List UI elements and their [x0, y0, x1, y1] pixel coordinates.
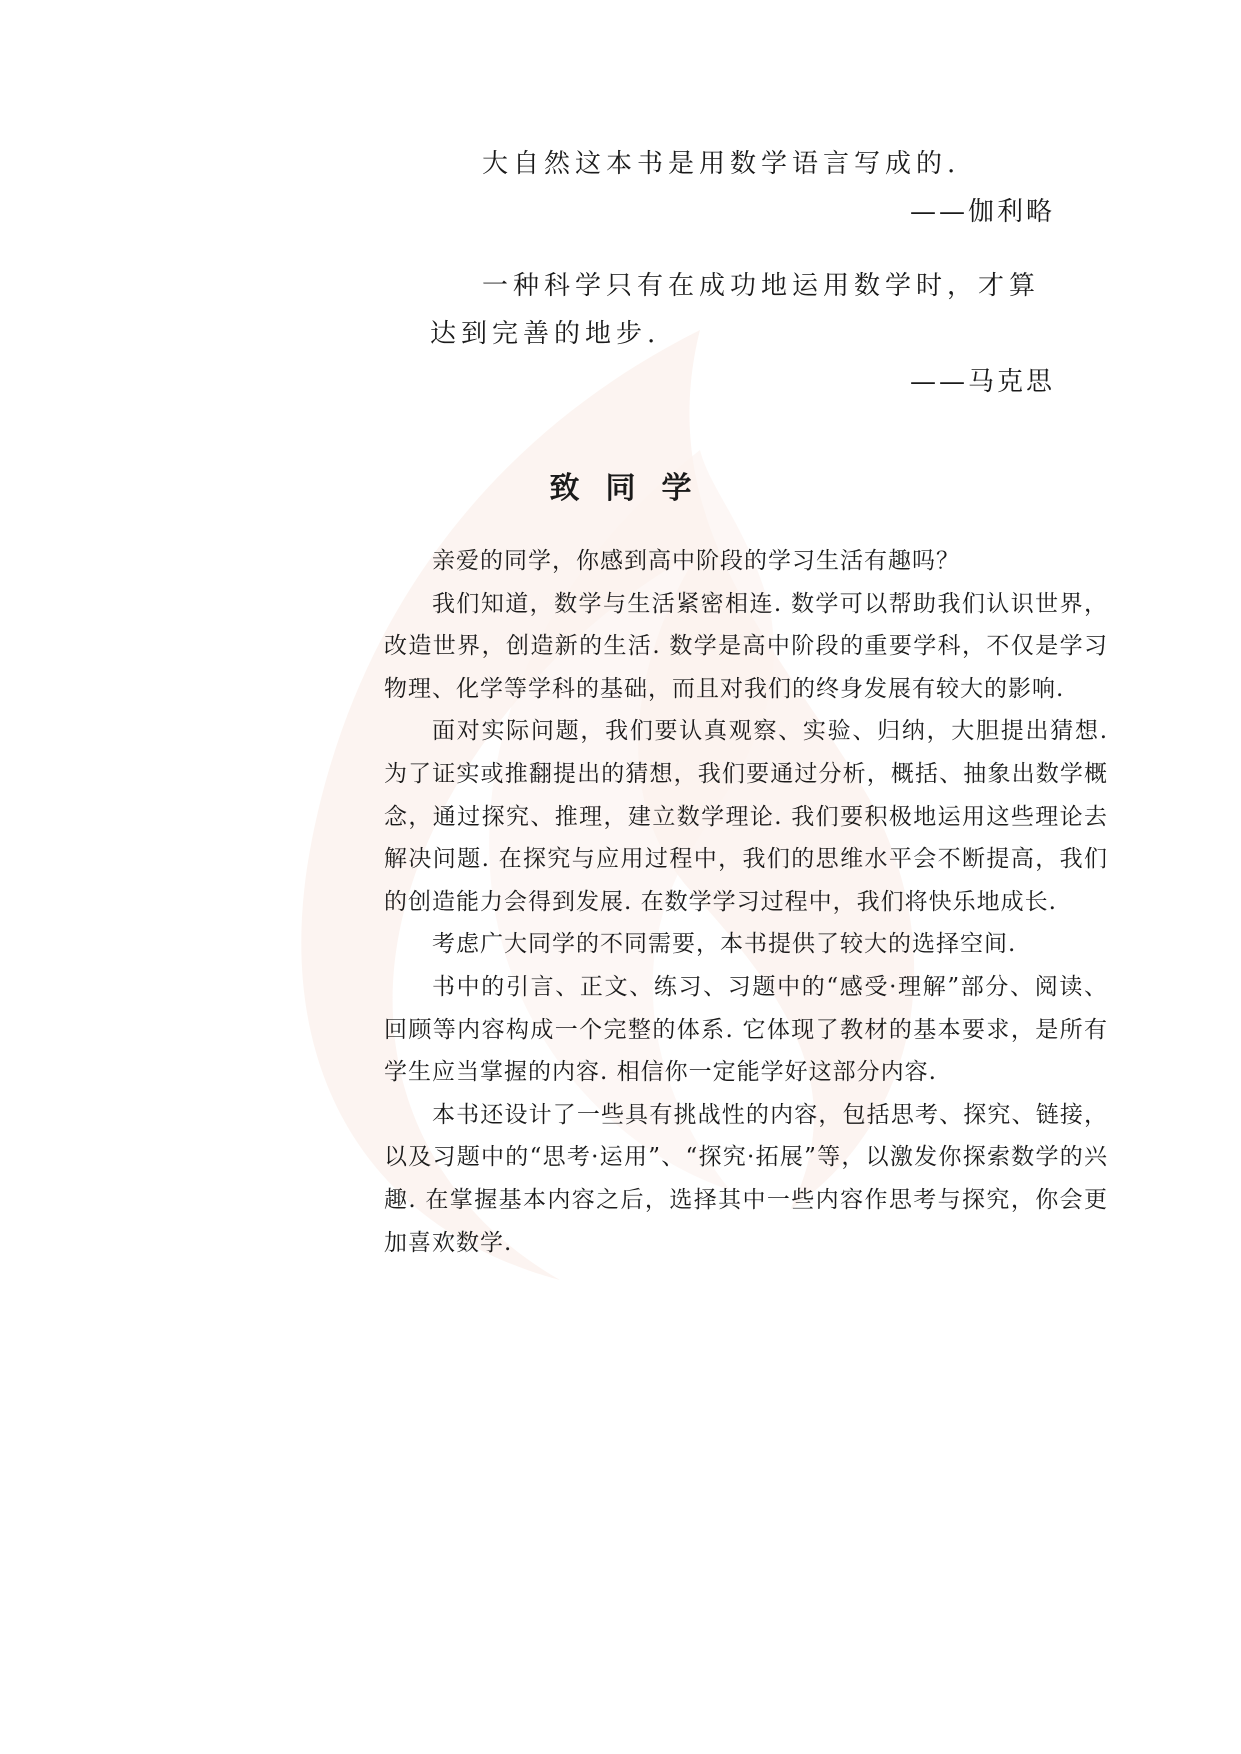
- quote-attribution: ——伽利略: [909, 197, 1055, 227]
- paragraph: 面对实际问题，我们要认真观察、实验、归纳，大胆提出猜想. 为了证实或推翻提出的猜想，我们要通过分析，概括、抽象出数学概念，通过探究、推理，建立数学理论. 我们要积极地运用这些理论去解决问题. 在探究与应用过程中，我们的思维水平会不断提高，我们的创造能力会得到发展. 在数学学习过程中，我们将快乐地成长.: [384, 718, 1108, 915]
- page-title: 致同学: [549, 471, 718, 506]
- quote-text: 一种科学只有在成功地运用数学时，才算达到完善的地步.: [430, 271, 1041, 349]
- epigraph-marx: [430, 262, 1055, 406]
- paragraph: 亲爱的同学，你感到高中阶段的学习生活有趣吗？: [432, 548, 960, 574]
- paragraph: 我们知道，数学与生活紧密相连. 数学可以帮助我们认识世界，改造世界，创造新的生活. 数学是高中阶段的重要学科，不仅是学习物理、化学等学科的基础，而且对我们的终身发展有较大的影响.: [384, 590, 1108, 702]
- epigraph-galileo: [430, 140, 1055, 236]
- quote-attribution: ——马克思: [909, 367, 1055, 397]
- letter-body: [384, 540, 1108, 1264]
- paragraph: 本书还设计了一些具有挑战性的内容，包括思考、探究、链接，以及习题中的“思考·运用”、“探究·拓展”等，以激发你探索数学的兴趣. 在掌握基本内容之后，选择其中一些内容作思考与探究，你会更加喜欢数学.: [384, 1101, 1108, 1256]
- quote-text: 大自然这本书是用数学语言写成的.: [482, 149, 961, 179]
- paragraph: 考虑广大同学的不同需要，本书提供了较大的选择空间.: [432, 931, 1017, 958]
- paragraph: 书中的引言、正文、练习、习题中的“感受·理解”部分、阅读、回顾等内容构成一个完整的体系. 它体现了教材的基本要求，是所有学生应当掌握的内容. 相信你一定能学好这部分内容.: [384, 973, 1108, 1086]
